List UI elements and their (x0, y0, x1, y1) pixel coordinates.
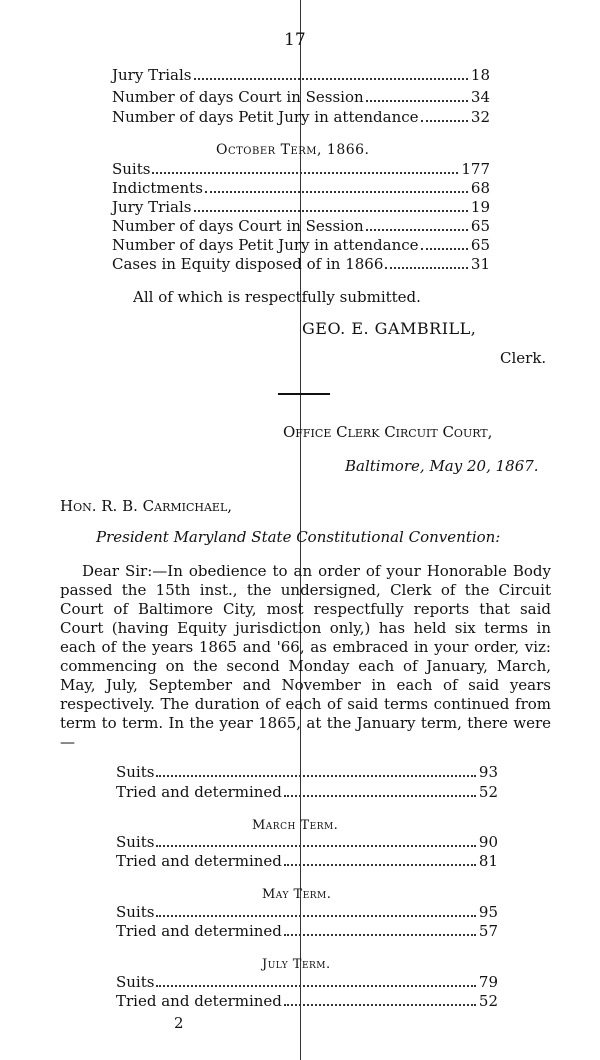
row-label: Suits (116, 903, 155, 921)
leader-dots (205, 191, 468, 193)
table-row (112, 66, 490, 84)
table-row (112, 217, 490, 235)
row-label: Cases in Equity disposed of in 1866 (112, 255, 384, 273)
row-value: 32 (470, 108, 490, 126)
row-value: 65 (470, 217, 490, 235)
table-row (116, 833, 498, 851)
row-value: 95 (478, 903, 498, 921)
row-value: 19 (470, 198, 490, 216)
table-row (116, 973, 498, 991)
row-label: Number of days Court in Session (112, 217, 364, 235)
letter-body: Dear Sir:—In obedience to an order of your Honorable Body passed the 15th inst., the undersigned, Clerk of the Circuit Court of Baltimore City, most respectfully reports that said Court (having Equity jurisdiction only,) has held six terms in each of the years 1865 and '66, as embraced in your order, viz: commencing on the second Monday each of January, March, May, July, September and November in each of said years respectively. The duration of each of said terms continued from term to term. In the year 1865, at the January term, there were— (60, 562, 551, 751)
leader-dots (284, 1004, 476, 1006)
leader-dots (152, 172, 458, 174)
leader-dots (156, 775, 475, 777)
row-value: 68 (470, 179, 490, 197)
row-label: Tried and determined (116, 992, 282, 1010)
row-value: 18 (470, 66, 490, 84)
row-label: Tried and determined (116, 922, 282, 940)
table-row (112, 179, 490, 197)
row-label: Jury Trials (112, 66, 192, 84)
row-label: Suits (116, 763, 155, 781)
row-value: 177 (461, 160, 490, 178)
leader-dots (156, 845, 475, 847)
row-value: 93 (478, 763, 498, 781)
leader-dots (284, 864, 476, 866)
july-term-heading: July Term. (262, 957, 331, 972)
leader-dots (421, 248, 468, 250)
row-value: 34 (470, 88, 490, 106)
row-value: 79 (478, 973, 498, 991)
leader-dots (156, 985, 475, 987)
row-value: 81 (478, 852, 498, 870)
leader-dots (421, 120, 468, 122)
leader-dots (284, 795, 476, 797)
table-row (112, 255, 490, 273)
row-label: Number of days Petit Jury in attendance (112, 108, 419, 126)
row-label: Jury Trials (112, 198, 192, 216)
row-label: Tried and determined (116, 783, 282, 801)
row-label: Suits (112, 160, 151, 178)
leader-dots (194, 210, 468, 212)
october-term-heading: October Term, 1866. (216, 142, 370, 158)
table-row (116, 992, 498, 1010)
table-row (116, 852, 498, 870)
table-row (116, 922, 498, 940)
row-value: 90 (478, 833, 498, 851)
table-row (112, 198, 490, 216)
table-row (112, 160, 490, 178)
signer-name: GEO. E. GAMBRILL, (302, 319, 477, 338)
row-label: Indictments (112, 179, 203, 197)
addressee-title: President Maryland State Constitutional Convention: (96, 528, 501, 546)
table-row (116, 783, 498, 801)
leader-dots (194, 78, 468, 80)
section-divider (278, 393, 330, 395)
table-row (112, 108, 490, 126)
row-value: 52 (478, 783, 498, 801)
date: May 20, 1867. (429, 457, 539, 475)
addressee: Hon. R. B. Carmichael, (60, 497, 233, 515)
march-term-heading: March Term. (252, 818, 339, 833)
leader-dots (366, 100, 468, 102)
office-heading: Office Clerk Circuit Court, (283, 423, 493, 441)
row-value: 65 (470, 236, 490, 254)
submitted-line: All of which is respectfully submitted. (133, 288, 421, 306)
table-row (112, 236, 490, 254)
page-number: 17 (284, 30, 306, 50)
row-label: Tried and determined (116, 852, 282, 870)
signer-title: Clerk. (500, 349, 547, 367)
table-row (112, 88, 490, 106)
leader-dots (385, 267, 468, 269)
table-row (116, 763, 498, 781)
table-row (116, 903, 498, 921)
leader-dots (156, 915, 475, 917)
row-label: Suits (116, 833, 155, 851)
row-label: Suits (116, 973, 155, 991)
leader-dots (366, 229, 468, 231)
dateline (345, 457, 539, 475)
row-value: 31 (470, 255, 490, 273)
may-term-heading: May Term. (262, 887, 332, 902)
signature-mark: 2 (174, 1014, 184, 1032)
place: Baltimore, (345, 457, 425, 475)
row-label: Number of days Petit Jury in attendance (112, 236, 419, 254)
leader-dots (284, 934, 476, 936)
row-value: 57 (478, 922, 498, 940)
row-value: 52 (478, 992, 498, 1010)
row-label: Number of days Court in Session (112, 88, 364, 106)
